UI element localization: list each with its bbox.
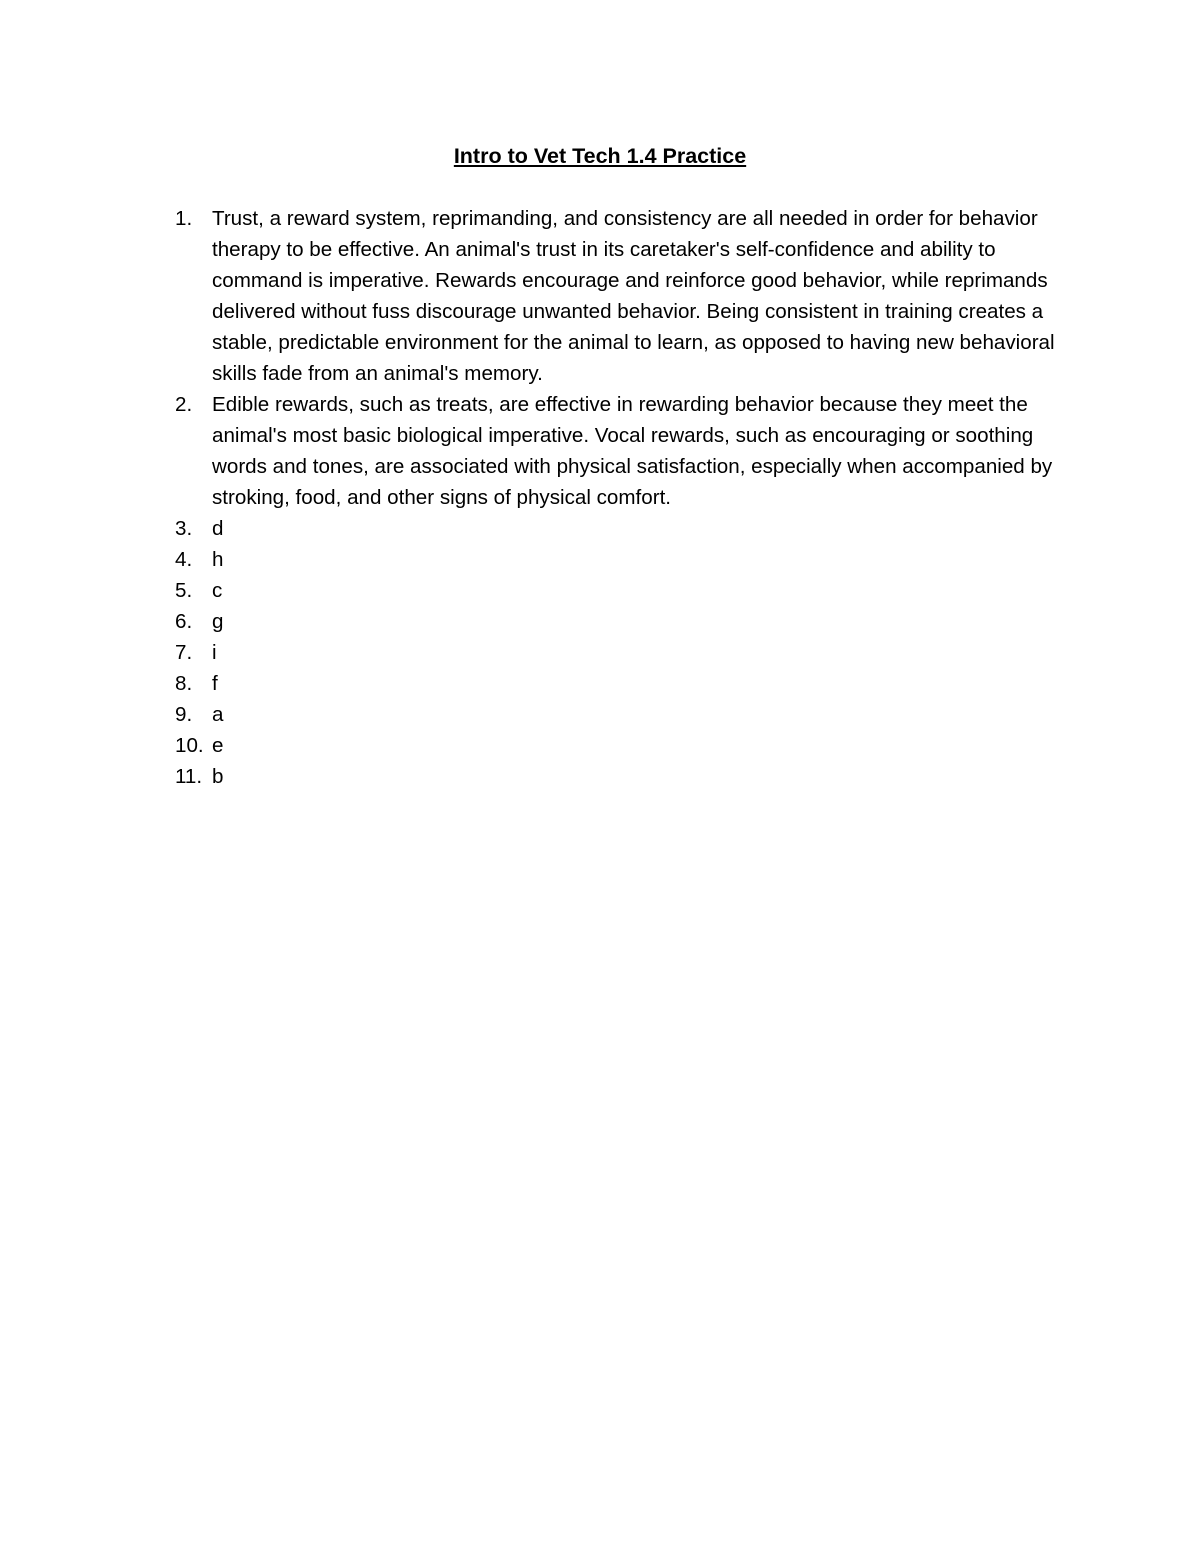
item-text: Trust, a reward system, reprimanding, and consistency are all needed in order for behavior therapy to be effective. An animal's trust in its caretaker's self-confidence and ability to command is imperative. Rewards encourage and reinforce good behavior, while reprimands delivered without fuss discourage unwanted behavior. Being consistent in training creates a stable, predictable environment for the animal to learn, as opposed to having new behavioral skills fade from an animal's memory. [212,207,1055,385]
item-number: 9. [175,703,193,726]
item-number: 3. [175,517,193,540]
item-text: g [212,610,224,633]
list-item [172,730,1072,761]
list-item [172,203,1072,389]
item-number: 1. [175,207,193,230]
item-number: 8. [175,672,193,695]
item-text: d [212,517,224,540]
list-item [172,513,1072,544]
item-number: 2. [175,393,193,416]
item-text: a [212,703,224,726]
document-title: Intro to Vet Tech 1.4 Practice [453,144,747,168]
list-item [172,668,1072,699]
item-number: 11. [175,765,203,788]
item-text: c [212,579,223,602]
item-text: i [212,641,217,664]
item-number: 5. [175,579,193,602]
list-item [172,606,1072,637]
item-number: 6. [175,610,193,633]
list-item [172,575,1072,606]
item-number: 4. [175,548,193,571]
list-item [172,699,1072,730]
item-number: 10. [175,734,204,757]
item-text: h [212,548,224,571]
answer-list [172,203,1072,792]
list-item [172,637,1072,668]
item-text: Edible rewards, such as treats, are effective in rewarding behavior because they meet the animal's most basic biological imperative. Vocal rewards, such as encouraging or soothing words and tones, are associated with physical satisfaction, especially when accompanied by stroking, food, and other signs of physical comfort. [212,393,1053,509]
list-item [172,761,1072,792]
item-text: e [212,734,224,757]
list-item [172,389,1072,513]
item-number: 7. [175,641,193,664]
list-item [172,544,1072,575]
item-text: b [212,765,224,788]
item-text: f [212,672,218,695]
